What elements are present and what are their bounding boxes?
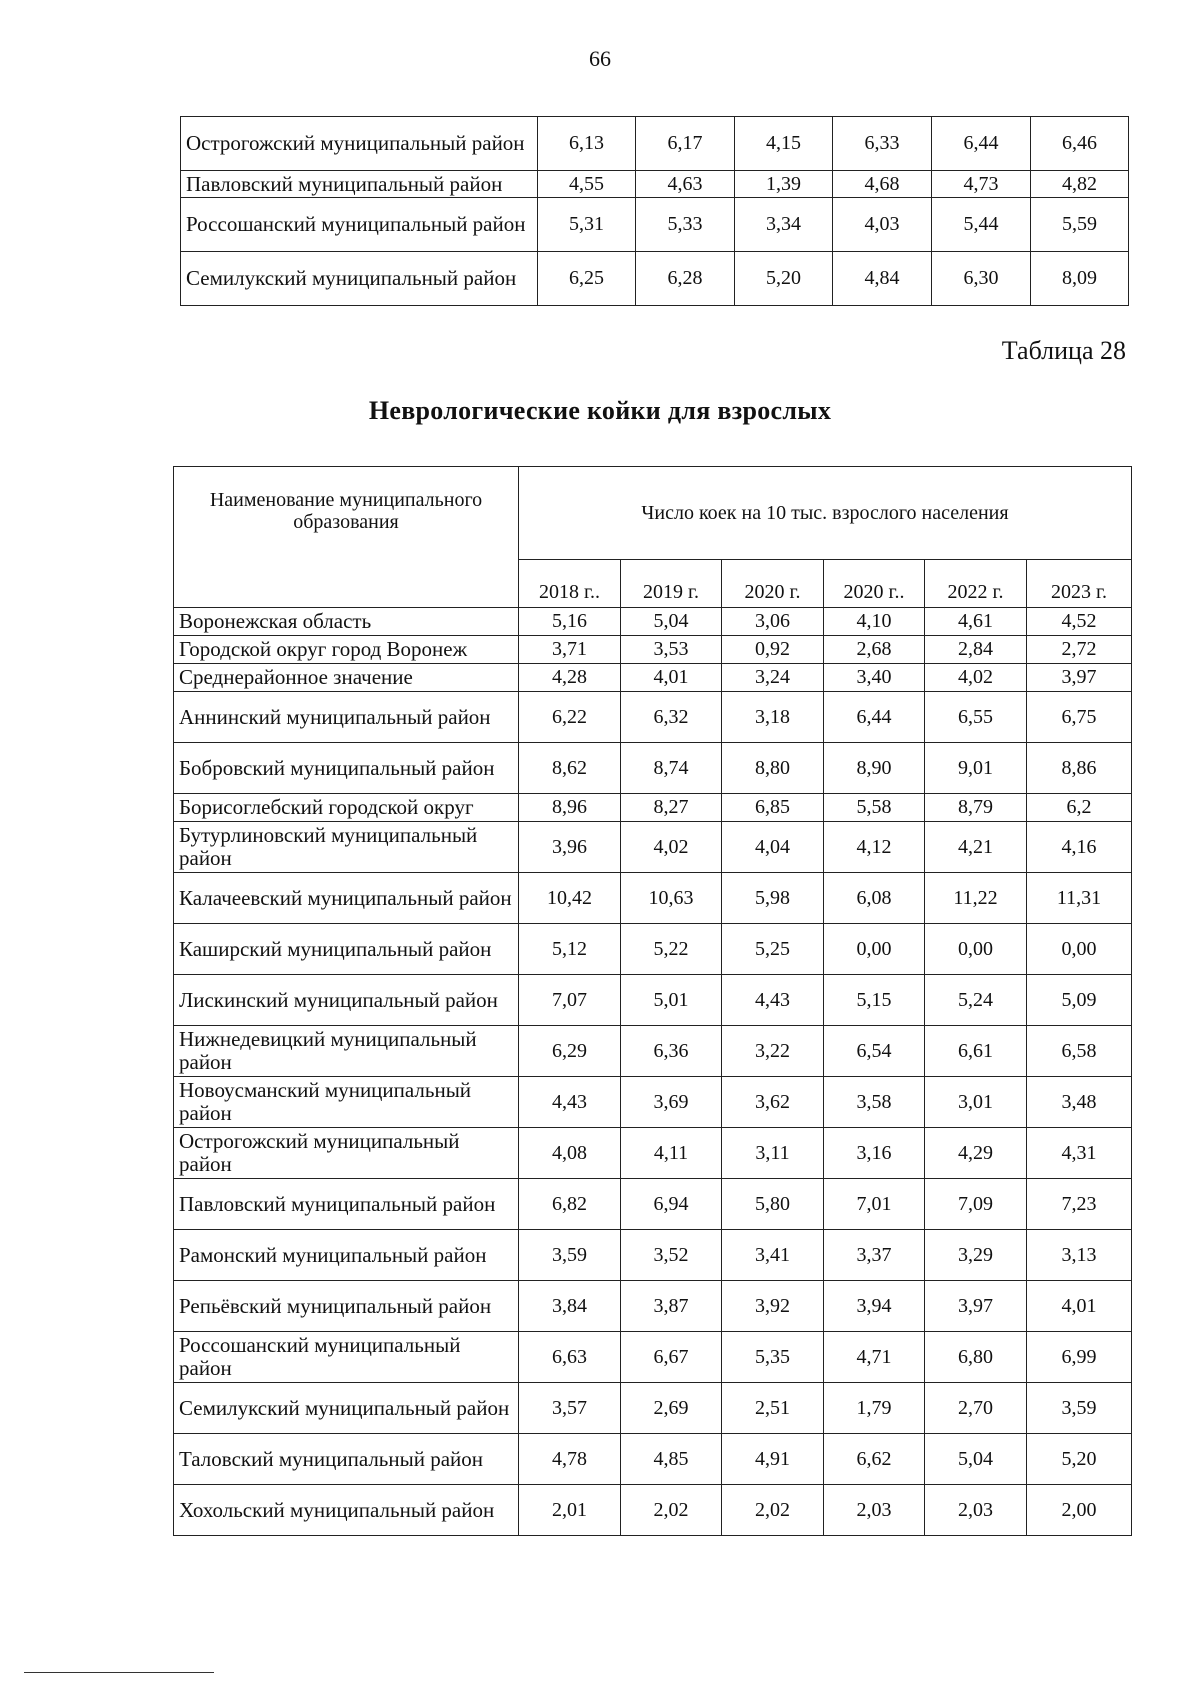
- row-name: Бутурлиновский муниципальный район: [174, 822, 519, 873]
- value-cell: 6,94: [621, 1179, 722, 1230]
- table-row: [174, 1230, 1132, 1281]
- value-cell: 5,01: [621, 975, 722, 1026]
- table-row: [174, 794, 1132, 822]
- value-cell: 5,09: [1027, 975, 1132, 1026]
- value-cell: 2,69: [621, 1383, 722, 1434]
- row-name: Репьёвский муниципальный район: [174, 1281, 519, 1332]
- column-header-name: Наименование муниципального образования: [174, 467, 519, 608]
- value-cell: 2,51: [722, 1383, 824, 1434]
- value-cell: 11,22: [925, 873, 1027, 924]
- value-cell: 6,61: [925, 1026, 1027, 1077]
- value-cell: 4,71: [824, 1332, 925, 1383]
- value-cell: 4,28: [519, 664, 621, 692]
- value-cell: 6,44: [824, 692, 925, 743]
- value-cell: 4,29: [925, 1128, 1027, 1179]
- value-cell: 6,75: [1027, 692, 1132, 743]
- value-cell: 2,01: [519, 1485, 621, 1536]
- value-cell: 4,78: [519, 1434, 621, 1485]
- value-cell: 3,59: [519, 1230, 621, 1281]
- table-row: [174, 743, 1132, 794]
- value-cell: 4,43: [519, 1077, 621, 1128]
- value-cell: 6,29: [519, 1026, 621, 1077]
- table-row: [181, 198, 1129, 252]
- value-cell: 5,59: [1031, 198, 1129, 252]
- value-cell: 4,03: [833, 198, 932, 252]
- value-cell: 8,90: [824, 743, 925, 794]
- value-cell: 4,82: [1031, 171, 1129, 198]
- column-header-year: 2022 г.: [925, 559, 1027, 607]
- row-name: Острогожский муниципальный район: [181, 117, 538, 171]
- value-cell: 6,44: [932, 117, 1031, 171]
- table-row: [174, 1434, 1132, 1485]
- value-cell: 3,18: [722, 692, 824, 743]
- value-cell: 5,58: [824, 794, 925, 822]
- table-row: [174, 1128, 1132, 1179]
- row-name: Новоусманский муниципальный район: [174, 1077, 519, 1128]
- value-cell: 3,24: [722, 664, 824, 692]
- value-cell: 6,17: [636, 117, 735, 171]
- value-cell: 3,29: [925, 1230, 1027, 1281]
- value-cell: 7,23: [1027, 1179, 1132, 1230]
- value-cell: 3,96: [519, 822, 621, 873]
- value-cell: 5,16: [519, 608, 621, 636]
- value-cell: 4,21: [925, 822, 1027, 873]
- value-cell: 5,33: [636, 198, 735, 252]
- value-cell: 5,35: [722, 1332, 824, 1383]
- table-row: [174, 1281, 1132, 1332]
- value-cell: 6,32: [621, 692, 722, 743]
- value-cell: 6,30: [932, 252, 1031, 306]
- continued-table: [180, 116, 1129, 306]
- value-cell: 3,11: [722, 1128, 824, 1179]
- value-cell: 2,03: [824, 1485, 925, 1536]
- column-header-year: 2019 г.: [621, 559, 722, 607]
- value-cell: 6,58: [1027, 1026, 1132, 1077]
- value-cell: 3,62: [722, 1077, 824, 1128]
- column-header-year: 2023 г.: [1027, 559, 1132, 607]
- value-cell: 4,15: [735, 117, 833, 171]
- value-cell: 1,39: [735, 171, 833, 198]
- value-cell: 6,80: [925, 1332, 1027, 1383]
- footnote-divider: [24, 1672, 214, 1673]
- value-cell: 4,16: [1027, 822, 1132, 873]
- value-cell: 3,52: [621, 1230, 722, 1281]
- row-name: Таловский муниципальный район: [174, 1434, 519, 1485]
- table-row: [174, 1179, 1132, 1230]
- value-cell: 4,91: [722, 1434, 824, 1485]
- value-cell: 2,03: [925, 1485, 1027, 1536]
- value-cell: 3,92: [722, 1281, 824, 1332]
- value-cell: 6,36: [621, 1026, 722, 1077]
- row-name: Семилукский муниципальный район: [174, 1383, 519, 1434]
- value-cell: 0,00: [925, 924, 1027, 975]
- value-cell: 6,2: [1027, 794, 1132, 822]
- value-cell: 11,31: [1027, 873, 1132, 924]
- value-cell: 8,96: [519, 794, 621, 822]
- value-cell: 5,98: [722, 873, 824, 924]
- value-cell: 7,01: [824, 1179, 925, 1230]
- row-name: Воронежская область: [174, 608, 519, 636]
- value-cell: 7,07: [519, 975, 621, 1026]
- value-cell: 4,43: [722, 975, 824, 1026]
- value-cell: 4,02: [621, 822, 722, 873]
- value-cell: 2,68: [824, 636, 925, 664]
- value-cell: 3,16: [824, 1128, 925, 1179]
- value-cell: 0,00: [824, 924, 925, 975]
- value-cell: 6,13: [538, 117, 636, 171]
- value-cell: 8,27: [621, 794, 722, 822]
- value-cell: 5,04: [925, 1434, 1027, 1485]
- page-number: 66: [589, 46, 611, 71]
- value-cell: 4,85: [621, 1434, 722, 1485]
- value-cell: 5,22: [621, 924, 722, 975]
- value-cell: 8,86: [1027, 743, 1132, 794]
- row-name: Павловский муниципальный район: [174, 1179, 519, 1230]
- value-cell: 3,71: [519, 636, 621, 664]
- table-row: [174, 1077, 1132, 1128]
- row-name: Хохольский муниципальный район: [174, 1485, 519, 1536]
- value-cell: 3,53: [621, 636, 722, 664]
- value-cell: 3,40: [824, 664, 925, 692]
- value-cell: 3,87: [621, 1281, 722, 1332]
- value-cell: 8,80: [722, 743, 824, 794]
- value-cell: 3,69: [621, 1077, 722, 1128]
- value-cell: 4,01: [621, 664, 722, 692]
- value-cell: 5,15: [824, 975, 925, 1026]
- value-cell: 5,12: [519, 924, 621, 975]
- table-row: [174, 975, 1132, 1026]
- value-cell: 4,11: [621, 1128, 722, 1179]
- row-name: Россошанский муниципальный район: [181, 198, 538, 252]
- value-cell: 3,59: [1027, 1383, 1132, 1434]
- table-title: Неврологические койки для взрослых: [368, 396, 832, 425]
- value-cell: 6,82: [519, 1179, 621, 1230]
- row-name: Лискинский муниципальный район: [174, 975, 519, 1026]
- value-cell: 3,48: [1027, 1077, 1132, 1128]
- value-cell: 10,42: [519, 873, 621, 924]
- table-row: [174, 636, 1132, 664]
- value-cell: 6,99: [1027, 1332, 1132, 1383]
- table-row: [181, 252, 1129, 306]
- column-header-year: 2018 г..: [519, 559, 621, 607]
- table-row: [174, 1383, 1132, 1434]
- value-cell: 2,84: [925, 636, 1027, 664]
- table-row: [174, 608, 1132, 636]
- value-cell: 6,85: [722, 794, 824, 822]
- table-row: [174, 692, 1132, 743]
- value-cell: 5,04: [621, 608, 722, 636]
- value-cell: 6,55: [925, 692, 1027, 743]
- value-cell: 6,33: [833, 117, 932, 171]
- value-cell: 4,73: [932, 171, 1031, 198]
- value-cell: 3,01: [925, 1077, 1027, 1128]
- value-cell: 5,20: [1027, 1434, 1132, 1485]
- value-cell: 3,97: [925, 1281, 1027, 1332]
- row-name: Аннинский муниципальный район: [174, 692, 519, 743]
- value-cell: 2,02: [722, 1485, 824, 1536]
- value-cell: 8,09: [1031, 252, 1129, 306]
- value-cell: 5,24: [925, 975, 1027, 1026]
- value-cell: 2,70: [925, 1383, 1027, 1434]
- value-cell: 8,74: [621, 743, 722, 794]
- column-header-group: Число коек на 10 тыс. взрослого населения: [519, 467, 1132, 560]
- value-cell: 4,12: [824, 822, 925, 873]
- value-cell: 4,61: [925, 608, 1027, 636]
- column-header-year: 2020 г.: [722, 559, 824, 607]
- value-cell: 4,84: [833, 252, 932, 306]
- value-cell: 4,55: [538, 171, 636, 198]
- row-name: Бобровский муниципальный район: [174, 743, 519, 794]
- value-cell: 4,04: [722, 822, 824, 873]
- table-row: [174, 873, 1132, 924]
- row-name: Рамонский муниципальный район: [174, 1230, 519, 1281]
- value-cell: 4,31: [1027, 1128, 1132, 1179]
- row-name: Россошанский муниципальный район: [174, 1332, 519, 1383]
- row-name: Острогожский муниципальный район: [174, 1128, 519, 1179]
- value-cell: 6,46: [1031, 117, 1129, 171]
- value-cell: 3,13: [1027, 1230, 1132, 1281]
- value-cell: 9,01: [925, 743, 1027, 794]
- table-row: [174, 1026, 1132, 1077]
- row-name: Калачеевский муниципальный район: [174, 873, 519, 924]
- row-name: Павловский муниципальный район: [181, 171, 538, 198]
- value-cell: 4,02: [925, 664, 1027, 692]
- table-row: [174, 664, 1132, 692]
- beds-table: [173, 466, 1132, 1536]
- column-header-year: 2020 г..: [824, 559, 925, 607]
- row-name: Каширский муниципальный район: [174, 924, 519, 975]
- value-cell: 3,57: [519, 1383, 621, 1434]
- value-cell: 3,94: [824, 1281, 925, 1332]
- value-cell: 2,00: [1027, 1485, 1132, 1536]
- value-cell: 5,20: [735, 252, 833, 306]
- value-cell: 3,22: [722, 1026, 824, 1077]
- value-cell: 8,79: [925, 794, 1027, 822]
- value-cell: 3,37: [824, 1230, 925, 1281]
- value-cell: 3,97: [1027, 664, 1132, 692]
- value-cell: 5,25: [722, 924, 824, 975]
- value-cell: 4,52: [1027, 608, 1132, 636]
- value-cell: 8,62: [519, 743, 621, 794]
- value-cell: 6,22: [519, 692, 621, 743]
- row-name: Семилукский муниципальный район: [181, 252, 538, 306]
- value-cell: 3,58: [824, 1077, 925, 1128]
- value-cell: 4,08: [519, 1128, 621, 1179]
- row-name: Городской округ город Воронеж: [174, 636, 519, 664]
- value-cell: 3,06: [722, 608, 824, 636]
- value-cell: 1,79: [824, 1383, 925, 1434]
- row-name: Борисоглебский городской округ: [174, 794, 519, 822]
- value-cell: 2,72: [1027, 636, 1132, 664]
- value-cell: 10,63: [621, 873, 722, 924]
- value-cell: 3,84: [519, 1281, 621, 1332]
- table-row: [181, 171, 1129, 198]
- table-row: [174, 822, 1132, 873]
- value-cell: 0,00: [1027, 924, 1132, 975]
- value-cell: 6,67: [621, 1332, 722, 1383]
- value-cell: 3,34: [735, 198, 833, 252]
- value-cell: 5,31: [538, 198, 636, 252]
- table-row: [174, 924, 1132, 975]
- table-row: [174, 1485, 1132, 1536]
- table-row: [174, 1332, 1132, 1383]
- value-cell: 5,80: [722, 1179, 824, 1230]
- value-cell: 7,09: [925, 1179, 1027, 1230]
- table-number-label: Таблица 28: [1001, 336, 1126, 365]
- value-cell: 4,68: [833, 171, 932, 198]
- value-cell: 6,25: [538, 252, 636, 306]
- value-cell: 4,63: [636, 171, 735, 198]
- value-cell: 2,02: [621, 1485, 722, 1536]
- value-cell: 5,44: [932, 198, 1031, 252]
- value-cell: 4,10: [824, 608, 925, 636]
- value-cell: 0,92: [722, 636, 824, 664]
- value-cell: 6,63: [519, 1332, 621, 1383]
- row-name: Среднерайонное значение: [174, 664, 519, 692]
- value-cell: 6,28: [636, 252, 735, 306]
- value-cell: 4,01: [1027, 1281, 1132, 1332]
- row-name: Нижнедевицкий муниципальный район: [174, 1026, 519, 1077]
- value-cell: 6,62: [824, 1434, 925, 1485]
- value-cell: 6,08: [824, 873, 925, 924]
- table-row: [181, 117, 1129, 171]
- value-cell: 6,54: [824, 1026, 925, 1077]
- value-cell: 3,41: [722, 1230, 824, 1281]
